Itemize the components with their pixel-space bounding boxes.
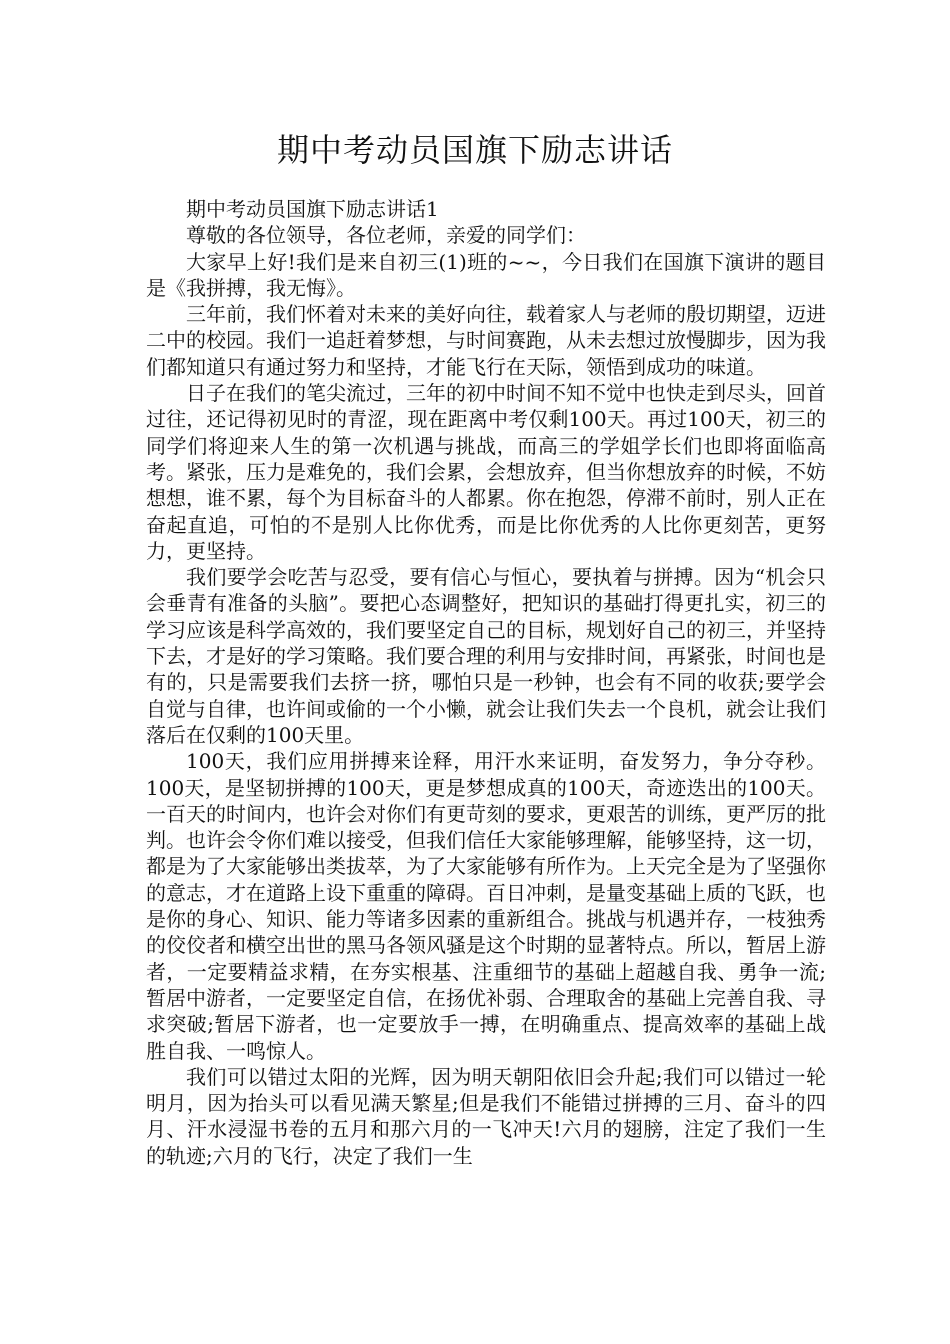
paragraph-greeting: 大家早上好!我们是来自初三(1)班的~~，今日我们在国旗下演讲的题目是《我拼搏，我无悔》。 bbox=[146, 249, 826, 300]
section-heading: 期中考动员国旗下励志讲话1 bbox=[186, 197, 439, 221]
document-body bbox=[146, 196, 826, 1169]
paragraph-cannot-miss: 我们可以错过太阳的光辉，因为明天朝阳依旧会升起;我们可以错过一轮明月，因为抬头可以看见满天繁星;但是我们不能错过拼搏的三月、奋斗的四月、汗水浸湿书卷的五月和那六月的一飞冲天!六月的翅膀，注定了我们一生的轨迹;六月的飞行，决定了我们一生 bbox=[146, 1064, 826, 1168]
paragraph-three-years-ago: 三年前，我们怀着对未来的美好向往，载着家人与老师的殷切期望，迈进二中的校园。我们一追赶着梦想，与时间赛跑，从未去想过放慢脚步，因为我们都知道只有通过努力和坚持，才能飞行在天际，领悟到成功的味道。 bbox=[146, 302, 826, 379]
document-title: 期中考动员国旗下励志讲话 bbox=[276, 131, 673, 169]
paragraph-100-days-left: 日子在我们的笔尖流过，三年的初中时间不知不觉中也快走到尽头，回首过往，还记得初见时的青涩，现在距离中考仅剩100天。再过100天，初三的同学们将迎来人生的第一次机遇与挑战，而高三的学姐学长们也即将面临高考。紧张，压力是难免的，我们会累，会想放弃，但当你想放弃的时候，不妨想想，谁不累，每个为目标奋斗的人都累。你在抱怨，停滞不前时，别人正在奋起直追，可怕的不是别人比你优秀，而是比你优秀的人比你更刻苦，更努力，更坚持。 bbox=[146, 381, 826, 563]
paragraph-100-days-striving: 100天，我们应用拼搏来诠释，用汗水来证明，奋发努力，争分夺秒。100天，是坚韧拼搏的100天，更是梦想成真的100天，奇迹迭出的100天。一百天的时间内，也许会对你们有更苛刻的要求，更艰苦的训练，更严厉的批判。也许会令你们难以接受，但我们信任大家能够理解，能够坚持，这一切，都是为了大家能够出类拔萃，为了大家能够有所作为。上天完全是为了坚强你的意志，才在道路上设下重重的障碍。百日冲刺，是量变基础上质的飞跃，也是你的身心、知识、能力等诸多因素的重新组合。挑战与机遇并存，一枝独秀的佼佼者和横空出世的黑马各领风骚是这个时期的显著特点。所以，暂居上游者，一定要精益求精，在夯实根基、注重细节的基础上超越自我、勇争一流;暂居中游者，一定要坚定自信，在扬优补弱、合理取舍的基础上完善自我、寻求突破;暂居下游者，也一定要放手一搏，在明确重点、提高效率的基础上战胜自我、一鸣惊人。 bbox=[146, 749, 826, 1063]
paragraph-learn-hardship: 我们要学会吃苦与忍受，要有信心与恒心，要执着与拼搏。因为“机会只会垂青有准备的头脑”。要把心态调整好，把知识的基础打得更扎实，初三的学习应该是科学高效的，我们要坚定自己的目标，规划好自己的初三，并坚持下去，才是好的学习策略。我们要合理的利用与安排时间，再紧张，时间也是有的，只是需要我们去挤一挤，哪怕只是一秒钟，也会有不同的收获;要学会自觉与自律，也许间或偷的一个小懒，就会让我们失去一个良机，就会让我们落后在仅剩的100天里。 bbox=[146, 565, 826, 747]
salutation: 尊敬的各位领导，各位老师，亲爱的同学们： bbox=[186, 223, 586, 248]
